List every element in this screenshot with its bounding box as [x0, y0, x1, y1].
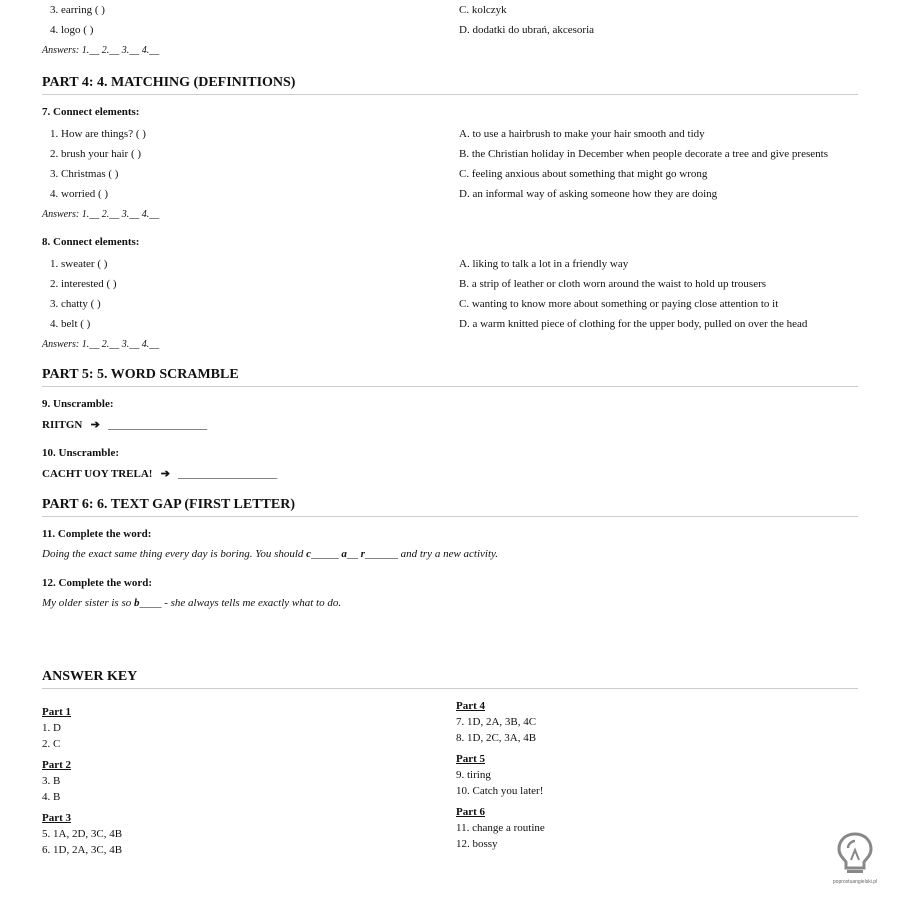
key-part-title: Part 4: [456, 700, 486, 712]
question-8: [42, 236, 858, 352]
key-part-title: Part 6: [456, 806, 486, 818]
gap[interactable]: ____: [139, 597, 162, 609]
scramble-line: [42, 418, 207, 431]
key-item: 12. bossy: [456, 838, 498, 850]
key-group: [42, 812, 122, 856]
answers-line: Answers: 1.__ 2.__ 3.__ 4.__: [42, 339, 160, 350]
key-part-title: Part 1: [42, 706, 72, 718]
question-heading: 11. Complete the word:: [42, 528, 152, 540]
match-row: [42, 254, 858, 274]
question-heading: 12. Complete the word:: [42, 577, 152, 589]
answer-blank[interactable]: __________________: [178, 468, 278, 480]
question-10: [42, 447, 277, 480]
key-part-title: Part 5: [456, 753, 486, 765]
key-item: 1. D: [42, 722, 61, 734]
answer-key-section: [42, 669, 858, 689]
match-right: C. wanting to know more about something or paying close attention to it: [459, 298, 779, 310]
gap[interactable]: _____: [311, 548, 342, 560]
scramble-line: [42, 467, 277, 480]
match-right: C. kolczyk: [459, 4, 507, 16]
match-row: [42, 124, 858, 144]
match-row: [42, 164, 858, 184]
section-title: PART 4: 4. MATCHING (DEFINITIONS): [42, 75, 858, 95]
match-row: [42, 144, 858, 164]
gap[interactable]: ______: [364, 548, 398, 560]
question-heading: 7. Connect elements:: [42, 106, 140, 118]
key-item: 4. B: [42, 791, 61, 803]
first-letter: c: [306, 548, 312, 560]
site-logo: [826, 830, 884, 886]
arrow-icon: ➔: [90, 419, 100, 431]
question-11: [42, 528, 858, 560]
match-row: [42, 184, 858, 204]
section-title: ANSWER KEY: [42, 669, 858, 689]
key-item: 5. 1A, 2D, 3C, 4B: [42, 828, 123, 840]
answers-line: Answers: 1.__ 2.__ 3.__ 4.__: [42, 45, 160, 56]
match-right: B. a strip of leather or cloth worn around the waist to hold up trousers: [459, 278, 767, 290]
match-left: 1. How are things? ( ): [50, 128, 146, 140]
match-left: 4. logo ( ): [50, 24, 94, 36]
scrambled-word: RIITGN: [42, 419, 83, 431]
section-title: PART 6: 6. TEXT GAP (FIRST LETTER): [42, 497, 858, 517]
match-left: 3. earring ( ): [50, 4, 105, 16]
match-left: 2. interested ( ): [50, 278, 117, 290]
match-right: D. a warm knitted piece of clothing for the upper body, pulled on over the head: [459, 318, 808, 330]
key-item: 3. B: [42, 775, 61, 787]
match-left: 2. brush your hair ( ): [50, 148, 142, 160]
part4-section: [42, 75, 858, 95]
key-group: [456, 806, 545, 850]
part5-section: [42, 367, 858, 387]
match-row: [42, 0, 858, 20]
key-group: [456, 753, 545, 797]
match-right: C. feeling anxious about something that might go wrong: [459, 168, 708, 180]
match-left: 4. belt ( ): [50, 318, 91, 330]
match-left: 1. sweater ( ): [50, 258, 108, 270]
key-item: 2. C: [42, 738, 61, 750]
question-7: [42, 106, 858, 222]
match-row: [42, 294, 858, 314]
gap[interactable]: __: [346, 548, 361, 560]
match-right: D. dodatki do ubrań, akcesoria: [459, 24, 595, 36]
arrow-icon: ➔: [160, 468, 170, 480]
question-heading: 8. Connect elements:: [42, 236, 140, 248]
part6-section: [42, 497, 858, 517]
match-row: [42, 20, 858, 40]
key-item: 11. change a routine: [456, 822, 545, 834]
answers-line: Answers: 1.__ 2.__ 3.__ 4.__: [42, 209, 160, 220]
key-item: 8. 1D, 2C, 3A, 4B: [456, 732, 537, 744]
first-letter: b: [133, 597, 140, 609]
logo-text: poprostuangielski.pl: [832, 879, 878, 885]
first-letter: a: [341, 548, 347, 560]
question-12: [42, 577, 858, 609]
key-part-title: Part 3: [42, 812, 72, 824]
first-letter: r: [360, 548, 365, 560]
key-group: [456, 700, 545, 744]
key-item: 6. 1D, 2A, 3C, 4B: [42, 844, 123, 856]
match-left: 3. chatty ( ): [50, 298, 101, 310]
answer-key-left-column: [42, 706, 122, 856]
answer-key-right-column: [456, 700, 545, 850]
question-heading: 10. Unscramble:: [42, 447, 119, 459]
match-right: B. the Christian holiday in December when people decorate a tree and give presents: [459, 148, 828, 160]
key-group: [42, 759, 122, 803]
match-right: A. to use a hairbrush to make your hair smooth and tidy: [459, 128, 705, 140]
key-item: 10. Catch you later!: [456, 785, 544, 797]
key-group: [42, 706, 122, 750]
question-9: [42, 398, 207, 431]
lightbulb-icon: [826, 830, 884, 876]
match-row: [42, 314, 858, 334]
section-title: PART 5: 5. WORD SCRAMBLE: [42, 367, 858, 387]
answer-blank[interactable]: __________________: [108, 419, 208, 431]
match-right: D. an informal way of asking someone how they are doing: [459, 188, 718, 200]
gap-sentence: Doing the exact same thing every day is boring. You should c_____ a__ r______ and try a new activity.: [42, 548, 499, 560]
question-heading: 9. Unscramble:: [42, 398, 114, 410]
key-item: 9. tiring: [456, 769, 491, 781]
match-left: 3. Christmas ( ): [50, 168, 119, 180]
match-left: 4. worried ( ): [50, 188, 109, 200]
scrambled-word: CACHT UOY TRELA!: [42, 468, 153, 480]
match-row: [42, 274, 858, 294]
key-item: 7. 1D, 2A, 3B, 4C: [456, 716, 537, 728]
key-part-title: Part 2: [42, 759, 72, 771]
gap-sentence: My older sister is so b____ - she always tells me exactly what to do.: [42, 597, 342, 609]
part3-continuation: [42, 0, 858, 58]
match-right: A. liking to talk a lot in a friendly way: [459, 258, 629, 270]
